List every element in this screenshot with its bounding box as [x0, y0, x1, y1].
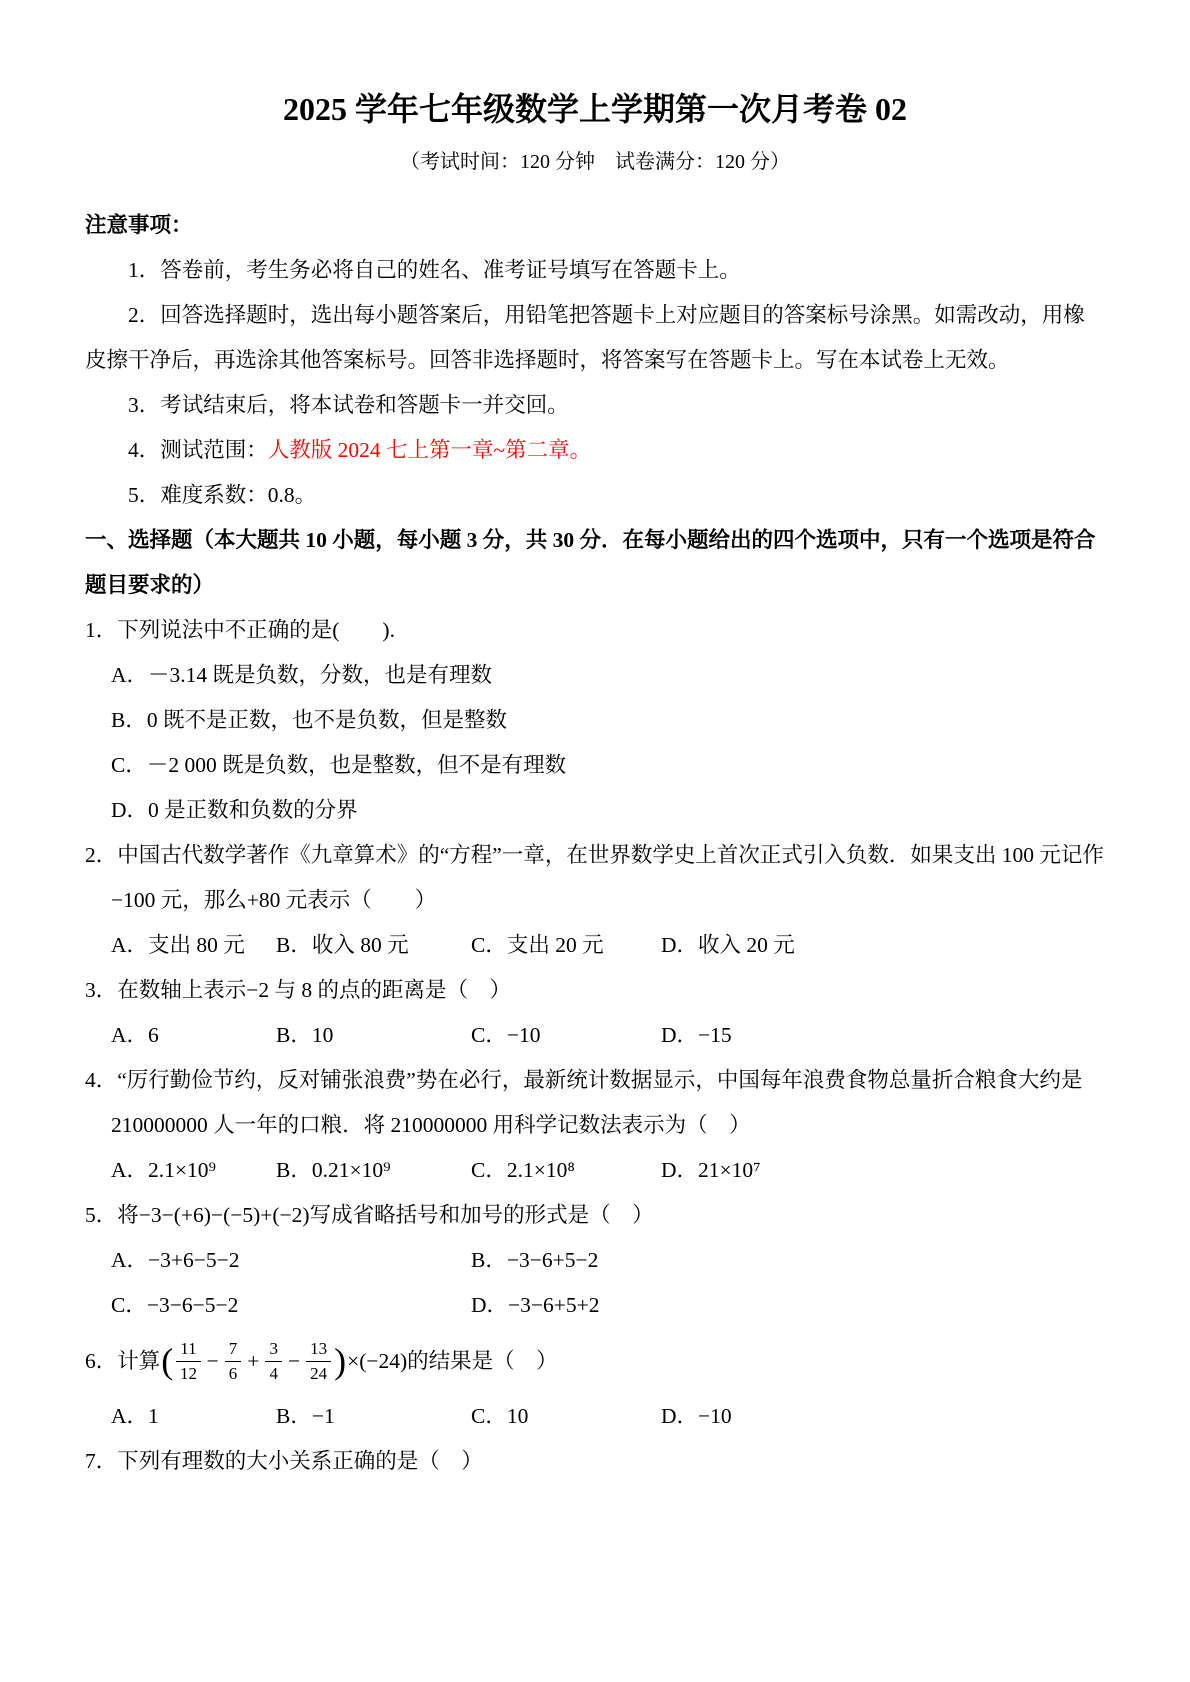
question-2-option-c: C．支出 20 元 — [471, 933, 604, 958]
notice-item-4 — [85, 428, 1105, 473]
question-5-stem: 5．将−3−(+6)−(−5)+(−2)写成省略括号和加号的形式是（ ） — [85, 1203, 654, 1228]
section-heading: 一、选择题（本大题共 10 小题，每小题 3 分，共 30 分．在每小题给出的四个选项中，只有一个选项是符合题目要求的） — [85, 528, 1096, 598]
exam-meta: （考试时间：120 分钟 试卷满分：120 分） — [400, 151, 790, 174]
question-2-option-a: A．支出 80 元 — [111, 933, 245, 958]
question-4-option-a: A．2.1×10⁹ — [111, 1158, 217, 1183]
left-paren: ( — [161, 1341, 174, 1382]
question-6-options — [85, 1394, 1105, 1439]
question-6-option-b: B．−1 — [276, 1404, 335, 1429]
notice-item-1: 1．答卷前，考生务必将自己的姓名、准考证号填写在答题卡上。 — [128, 258, 741, 283]
question-5-options-row-1 — [85, 1238, 1105, 1283]
question-4-option-d: D．21×10⁷ — [661, 1158, 761, 1183]
question-6-option-d: D．−10 — [661, 1404, 732, 1429]
question-4-option-c: C．2.1×10⁸ — [471, 1158, 575, 1183]
question-4-options — [85, 1148, 1105, 1193]
question-1-option-a: A．－3.14 既是负数，分数，也是有理数 — [111, 663, 493, 688]
question-2-option-b: B．收入 80 元 — [276, 933, 409, 958]
operator-2: + — [247, 1348, 260, 1373]
question-6-suffix: ×(−24)的结果是（ ） — [347, 1348, 558, 1373]
question-3-stem: 3．在数轴上表示−2 与 8 的点的距离是（ ） — [85, 978, 512, 1003]
question-5-option-b: B．−3−6+5−2 — [471, 1248, 599, 1273]
question-3-option-d: D．−15 — [661, 1023, 732, 1048]
question-5-option-a: A．−3+6−5−2 — [111, 1248, 240, 1273]
operator-3: − — [287, 1348, 301, 1373]
notice-item-3: 3．考试结束后，将本试卷和答题卡一并交回。 — [128, 393, 569, 418]
fraction-4: $\frac{13}{24}$ — [306, 1338, 331, 1384]
question-6-option-a: A．1 — [111, 1404, 159, 1429]
question-2-option-d: D．收入 20 元 — [661, 933, 795, 958]
page-title: 2025 学年七年级数学上学期第一次月考卷 02 — [282, 91, 907, 127]
fraction-1: $\frac{11}{12}$ — [176, 1338, 200, 1384]
question-1-option-d: D．0 是正数和负数的分界 — [111, 798, 358, 823]
fraction-2: $\frac{7}{6}$ — [225, 1338, 242, 1384]
notice-heading: 注意事项： — [85, 213, 193, 238]
question-6-number: 6． — [85, 1348, 118, 1373]
question-4-option-b: B．0.21×10⁹ — [276, 1158, 391, 1183]
operator-1: − — [206, 1348, 219, 1373]
question-5-options-row-2 — [85, 1283, 1105, 1328]
question-2-options — [85, 923, 1105, 968]
notice-item-5: 5．难度系数：0.8。 — [128, 483, 317, 508]
test-range-highlight: 人教版 2024 七上第一章~第二章。 — [267, 438, 592, 463]
question-3-option-c: C．−10 — [471, 1023, 541, 1048]
notice-item-2: 2．回答选择题时，选出每小题答案后，用铅笔把答题卡上对应题目的答案标号涂黑。如需改动，用橡皮擦干净后，再选涂其他答案标号。回答非选择题时，将答案写在答题卡上。写在本试卷上无效。 — [85, 303, 1085, 373]
fraction-3: $\frac{3}{4}$ — [265, 1338, 282, 1384]
question-6-stem — [85, 1328, 1105, 1394]
question-1-option-b: B．0 既不是正数，也不是负数，但是整数 — [111, 708, 507, 733]
question-6-prefix: 计算 — [117, 1348, 161, 1373]
notice-item-4-label: 4．测试范围： — [128, 438, 268, 463]
question-1-option-c: C．－2 000 既是负数，也是整数，但不是有理数 — [111, 753, 567, 778]
question-2-stem: 2．中国古代数学著作《九章算术》的“方程”一章，在世界数学史上首次正式引入负数．如果支出 100 元记作−100 元，那么+80 元表示（ ） — [85, 843, 1104, 913]
question-6-option-c: C．10 — [471, 1404, 529, 1429]
question-5-option-d: D．−3−6+5+2 — [471, 1293, 600, 1318]
question-3-option-a: A．6 — [111, 1023, 159, 1048]
question-3-option-b: B．10 — [276, 1023, 334, 1048]
question-1-stem: 1．下列说法中不正确的是( ). — [85, 618, 395, 643]
question-4-stem: 4．“厉行勤俭节约，反对铺张浪费”势在必行，最新统计数据显示，中国每年浪费食物总量折合粮食大约是 210000000 人一年的口粮．将 210000000 用科学记数法表示为（ ） — [85, 1068, 1083, 1138]
question-7-stem: 7．下列有理数的大小关系正确的是（ ） — [85, 1449, 483, 1474]
right-paren: ) — [334, 1341, 347, 1382]
question-5-option-c: C．−3−6−5−2 — [111, 1293, 239, 1318]
question-3-options — [85, 1013, 1105, 1058]
